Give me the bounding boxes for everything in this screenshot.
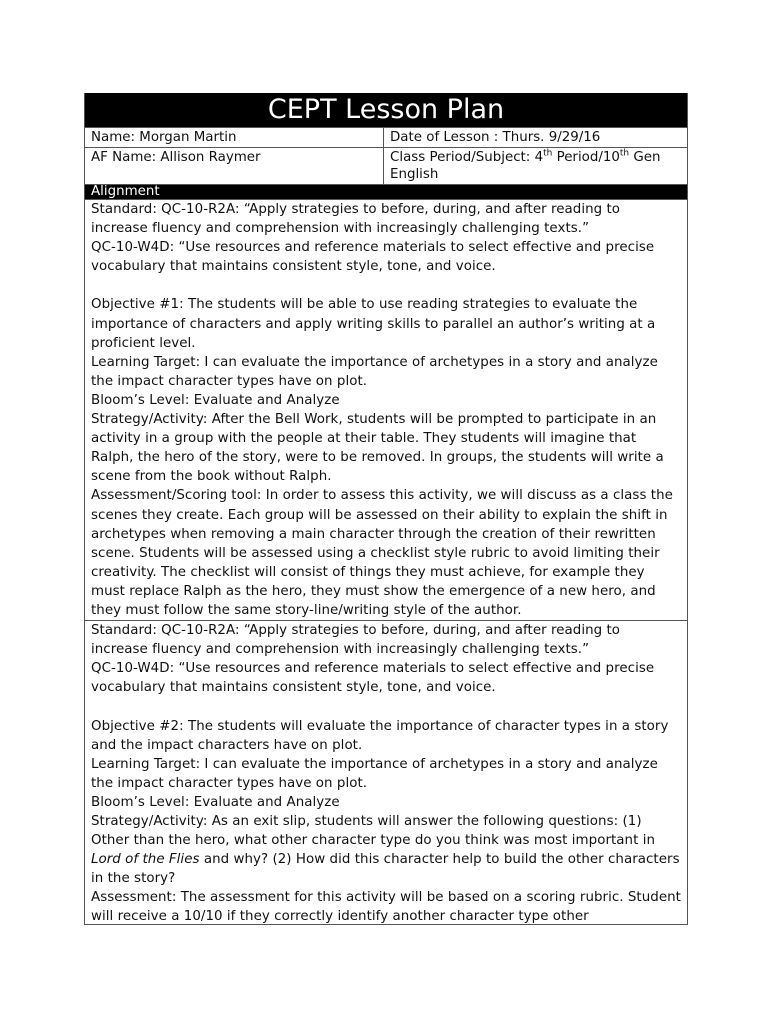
class-sup-2: th: [619, 148, 630, 159]
assessment-text: Assessment: The assessment for this activity will be based on a scoring rubric. Student will receive a 10/10 if they correctly identify another character type other: [91, 890, 681, 925]
standard-1: Standard: QC-10-R2A: “Apply strategies to before, during, and after reading to increase fluency and comprehension with increasingly challenging texts.”: [91, 623, 621, 658]
objective-text: Objective #2: The students will evaluate the importance of character types in a story and the impact characters have on plot.: [91, 718, 669, 753]
assessment-tool: Assessment/Scoring tool: In order to assess this activity, we will discuss as a class the scenes they create. Each group will be assessed on their ability to explain the shift in archetypes when removing a main character through the creation of their rewritten scene. Students will be assessed using a checklist style rubric to avoid limiting their creativity. The checklist will consist of things they must achieve, for example they must replace Ralph as the hero, they must show the emergence of a new hero, and they must follow the same story-line/writing style of the author.: [91, 488, 673, 618]
strategy-text-b: and why? (2) How did this character help to build the other characters in the story?: [91, 852, 680, 887]
class-prefix: Class Period/Subject: 4: [390, 150, 544, 165]
learning-target: Learning Target: I can evaluate the importance of archetypes in a story and analyze the impact character types have on plot.: [91, 756, 658, 791]
af-name-cell: AF Name: Allison Raymer: [85, 148, 384, 184]
strategy-activity: [91, 812, 681, 888]
objective-2-block: [85, 620, 687, 924]
class-period-cell: [384, 148, 687, 184]
standard-1: Standard: QC-10-R2A: “Apply strategies to before, during, and after reading to increase fluency and comprehension with increasingly challenging texts.”: [91, 202, 621, 237]
page-title: CEPT Lesson Plan: [85, 93, 687, 127]
objective-text: Objective #1: The students will be able to use reading strategies to evaluate the importance of characters and apply writing skills to parallel an author’s writing at a proficient level.: [91, 297, 656, 351]
class-sup-1: th: [543, 148, 553, 159]
info-row-1: [85, 127, 687, 147]
class-suffix: Gen English: [390, 150, 661, 182]
learning-target: Learning Target: I can evaluate the importance of archetypes in a story and analyze the impact character types have on plot.: [91, 354, 658, 389]
class-mid: Period/10: [552, 150, 620, 165]
standard-2: QC-10-W4D: “Use resources and reference materials to select effective and precise vocabulary that maintains consistent style, tone, and voice.: [91, 661, 655, 696]
spacer: [91, 697, 681, 716]
objective-1-block: [85, 199, 687, 620]
name-cell: Name: Morgan Martin: [85, 128, 384, 147]
alignment-header: Alignment: [85, 184, 687, 199]
strategy-activity: Strategy/Activity: After the Bell Work, students will be prompted to participate in an activity in a group with the people at their table. They students will imagine that Ralph, the hero of the story, were to be removed. In groups, the students will write a scene from the book without Ralph.: [91, 412, 664, 485]
strategy-text-a: Strategy/Activity: As an exit slip, students will answer the following questions: (1) Other than the hero, what other character type do you think was most important in: [91, 814, 656, 849]
info-row-2: [85, 147, 687, 184]
lesson-plan-table: [84, 93, 688, 925]
standard-2: QC-10-W4D: “Use resources and reference materials to select effective and precise vocabulary that maintains consistent style, tone, and voice.: [91, 240, 655, 275]
spacer: [91, 276, 681, 295]
blooms-level: Bloom’s Level: Evaluate and Analyze: [91, 392, 340, 408]
book-title: Lord of the Flies: [91, 852, 200, 868]
date-cell: Date of Lesson : Thurs. 9/29/16: [390, 130, 601, 145]
blooms-level: Bloom’s Level: Evaluate and Analyze: [91, 794, 340, 810]
